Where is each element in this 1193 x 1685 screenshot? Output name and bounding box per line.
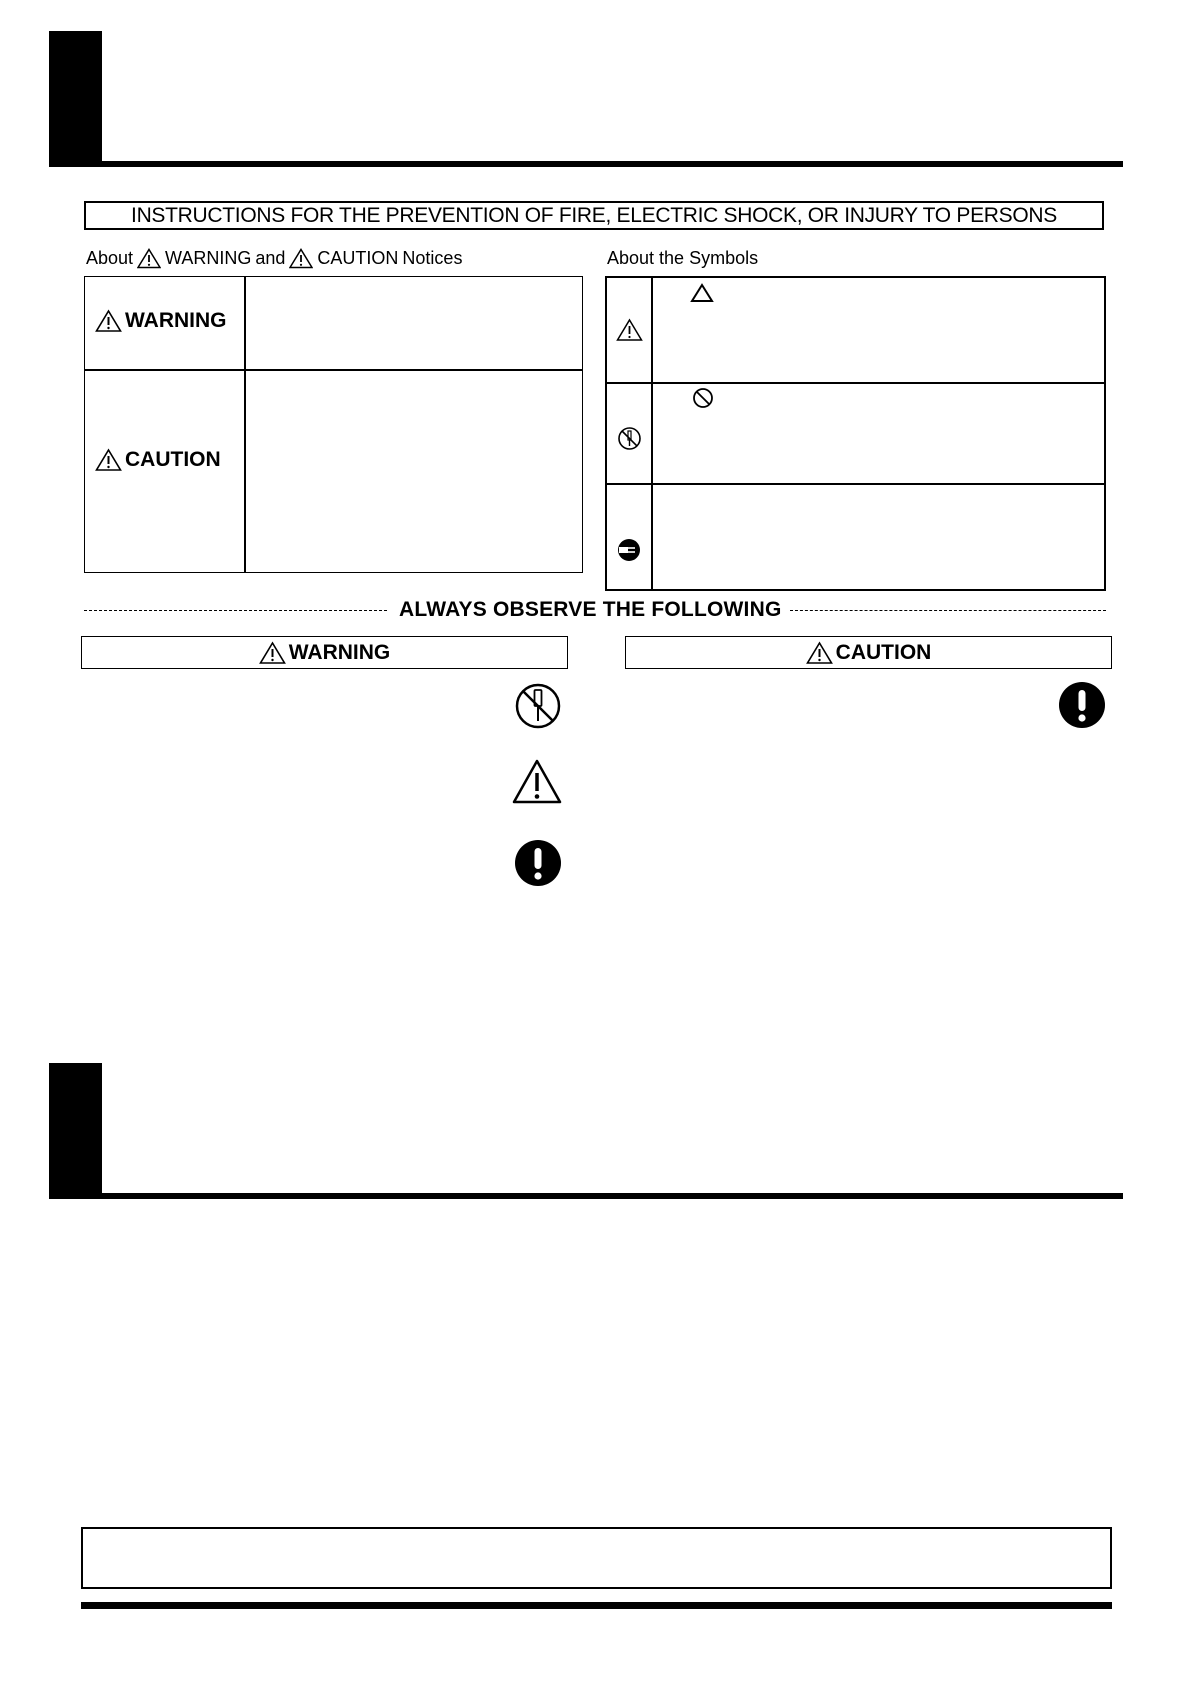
symbols-caption	[607, 248, 758, 269]
symbols-table	[605, 276, 1106, 591]
caption-about: About	[86, 248, 134, 268]
section-tab-1	[49, 31, 102, 166]
warning-label-text: WARNING	[125, 309, 227, 332]
caution-label-text: CAUTION	[125, 448, 221, 471]
caption-and: and	[255, 248, 286, 268]
mandatory-action-icon	[514, 839, 562, 887]
dashed-rule-left	[84, 610, 387, 611]
dashed-rule-right	[790, 610, 1106, 611]
warning-triangle-icon	[137, 248, 161, 269]
warning-triangle-icon	[259, 641, 286, 665]
warning-triangle-icon	[511, 758, 563, 805]
notice-caution-label	[95, 448, 221, 472]
do-not-disassemble-icon	[514, 682, 562, 730]
warning-triangle-icon	[95, 448, 122, 472]
caption-warning: WARNING	[165, 248, 252, 268]
mandatory-action-icon	[1058, 681, 1106, 729]
notices-table	[84, 276, 583, 573]
warning-triangle-icon	[95, 309, 122, 333]
warning-triangle-icon	[289, 248, 313, 269]
warning-triangle-icon	[690, 283, 714, 303]
warning-box-heading	[81, 636, 568, 669]
unplug-icon	[616, 537, 642, 563]
caption-caution: CAUTION	[317, 248, 399, 268]
instructions-banner	[84, 201, 1104, 230]
footer-box	[81, 1527, 1112, 1589]
do-not-disassemble-icon	[617, 426, 642, 451]
warning-triangle-icon	[806, 641, 833, 665]
symbols-caption-text: About the Symbols	[607, 248, 759, 268]
caption-notices: Notices	[402, 248, 463, 268]
warning-box-label: WARNING	[288, 640, 391, 664]
always-observe-heading: ALWAYS OBSERVE THE FOLLOWING	[399, 598, 782, 621]
footer-rule	[81, 1602, 1112, 1609]
banner-text: INSTRUCTIONS FOR THE PREVENTION OF FIRE, ELECTRIC SHOCK, OR INJURY TO PERSONS	[131, 203, 1057, 227]
section-rule-1	[49, 161, 1123, 167]
caution-box-label: CAUTION	[835, 640, 932, 664]
section-tab-2	[49, 1063, 102, 1199]
notice-warning-label	[95, 309, 227, 333]
notices-caption	[86, 248, 462, 269]
prohibited-icon	[692, 387, 714, 409]
section-rule-2	[49, 1193, 1123, 1199]
caution-box-heading	[625, 636, 1112, 669]
warning-triangle-icon	[616, 318, 643, 342]
